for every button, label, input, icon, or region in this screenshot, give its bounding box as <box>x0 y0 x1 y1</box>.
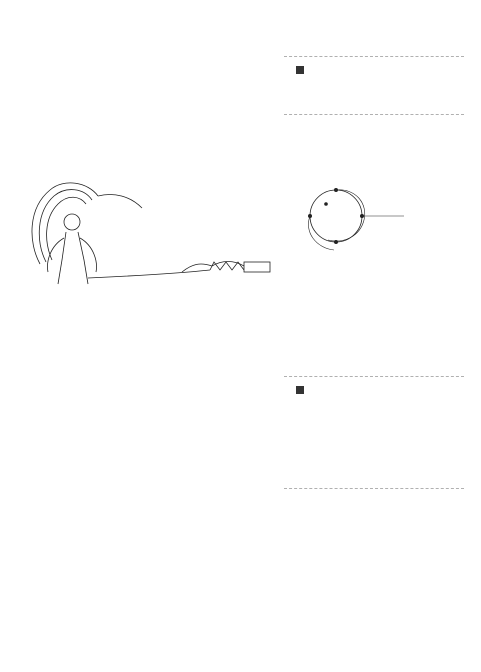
divider <box>284 376 464 377</box>
illustration <box>22 172 284 290</box>
main-text-bottom <box>30 324 278 330</box>
bullet-icon <box>296 386 304 394</box>
spiral-diagram-figure <box>284 170 464 262</box>
main-text-top <box>30 40 278 46</box>
spiral-diagram <box>284 170 464 262</box>
human-figure-illustration <box>22 172 284 290</box>
divider <box>284 488 464 489</box>
bullet-icon <box>296 66 304 74</box>
divider <box>284 56 464 57</box>
divider <box>284 114 464 115</box>
